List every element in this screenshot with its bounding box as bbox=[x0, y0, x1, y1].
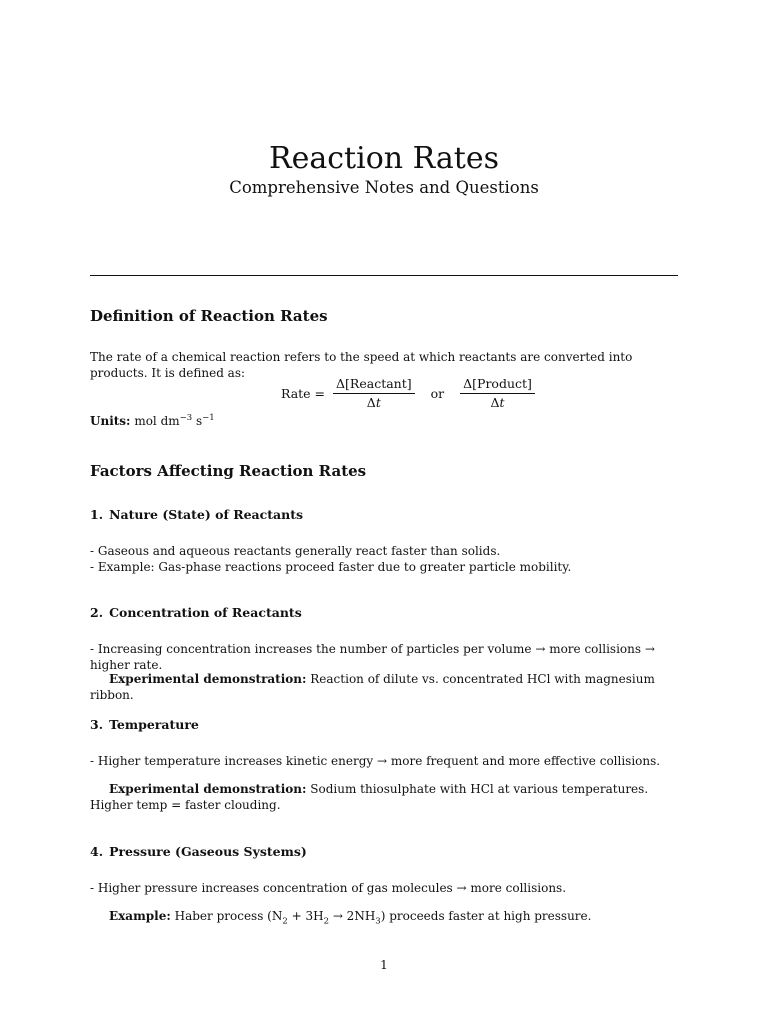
bullet-line: - Higher temperature increases kinetic energy → more frequent and more effective collisions. bbox=[90, 754, 661, 768]
fraction-denominator: Δt bbox=[366, 395, 381, 410]
subsection-heading-nature bbox=[90, 506, 303, 524]
subsection-heading-concentration bbox=[90, 604, 302, 622]
section-heading-definition: Definition of Reaction Rates bbox=[90, 307, 328, 325]
equation-or: or bbox=[430, 385, 445, 401]
demo-text: Reaction of dilute vs. concentrated HCl with magnesium ribbon. bbox=[90, 672, 655, 702]
subsection-title: Pressure (Gaseous Systems) bbox=[109, 844, 307, 859]
subsection-number: 4. bbox=[90, 844, 104, 859]
units-line bbox=[90, 413, 680, 429]
horizontal-rule bbox=[90, 275, 678, 276]
demo-text: Haber process $(N_2 + 3H_2 \to 2NH_3)$ proceeds faster at high pressure. bbox=[174, 909, 592, 927]
subsection-number: 2. bbox=[90, 605, 104, 620]
section-heading-factors: Factors Affecting Reaction Rates bbox=[90, 462, 367, 480]
page-number: 1 bbox=[380, 958, 388, 972]
fraction-reactant bbox=[333, 376, 415, 411]
demo-paragraph bbox=[90, 781, 680, 813]
subsection-title: Nature (State) of Reactants bbox=[109, 507, 304, 522]
fraction-product bbox=[460, 376, 535, 411]
demo-label: Experimental demonstration: bbox=[109, 782, 307, 796]
bullet-line: - Gaseous and aqueous reactants generally react faster than solids. bbox=[90, 544, 501, 558]
bullet-line: - Increasing concentration increases the number of particles per volume → more collisions → higher rate. bbox=[90, 642, 655, 672]
subsection-heading-pressure bbox=[90, 843, 307, 861]
document-title: Reaction Rates bbox=[269, 141, 499, 176]
subsection-number: 1. bbox=[90, 507, 104, 522]
subsection-title: Concentration of Reactants bbox=[109, 605, 302, 620]
example-paragraph bbox=[90, 908, 680, 927]
units-label: Units: bbox=[90, 414, 131, 428]
demo-label: Experimental demonstration: bbox=[109, 672, 307, 686]
equation-lhs: Rate = bbox=[281, 385, 326, 401]
units-value: mol $dm^{-3}$ $s^{-1}$ bbox=[134, 413, 215, 428]
fraction-numerator: Δ[Product] bbox=[460, 376, 535, 394]
subsection-heading-temperature bbox=[90, 716, 199, 734]
fraction-denominator: Δt bbox=[490, 395, 505, 410]
fraction-numerator: Δ[Reactant] bbox=[333, 376, 415, 394]
subsection-title: Temperature bbox=[109, 717, 199, 732]
bullet-line: - Example: Gas-phase reactions proceed faster due to greater particle mobility. bbox=[90, 560, 572, 574]
demo-paragraph bbox=[90, 671, 680, 703]
bullet-line: - Higher pressure increases concentration of gas molecules → more collisions. bbox=[90, 881, 567, 895]
subsection-number: 3. bbox=[90, 717, 104, 732]
definition-paragraph: The rate of a chemical reaction refers to the speed at which reactants are converted into products. It is defined as: bbox=[90, 350, 633, 380]
demo-text: Sodium thiosulphate with HCl at various temperatures. Higher temp = faster clouding. bbox=[90, 782, 649, 812]
rate-equation bbox=[277, 376, 539, 411]
demo-label: Example: bbox=[109, 909, 171, 923]
document-subtitle: Comprehensive Notes and Questions bbox=[229, 178, 539, 197]
